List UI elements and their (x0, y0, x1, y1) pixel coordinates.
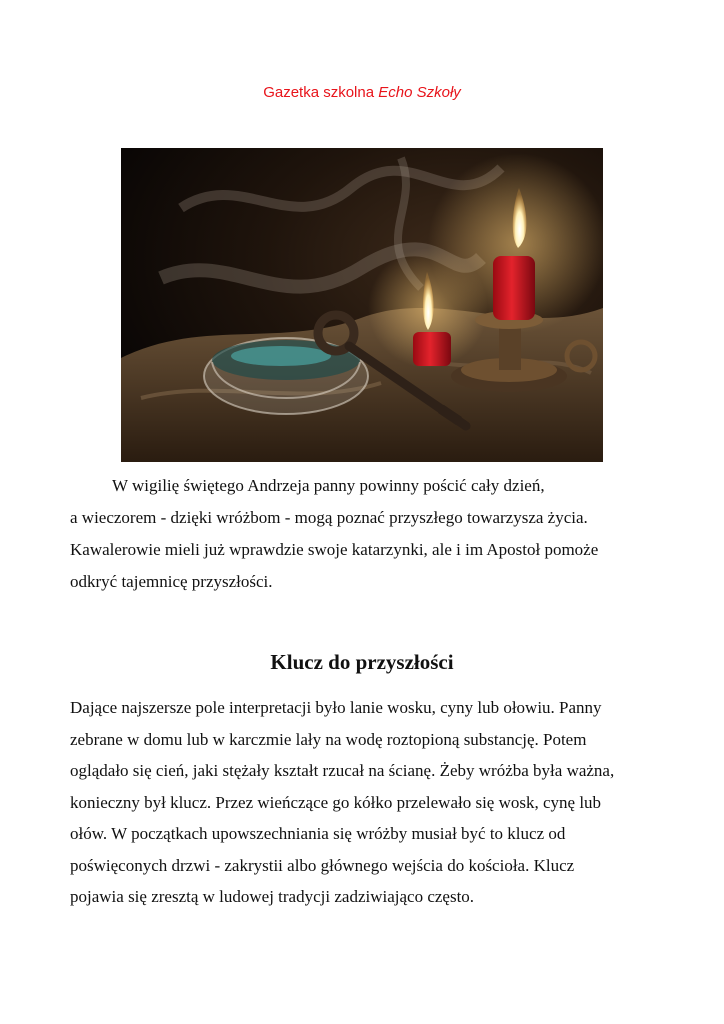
intro-line: a wieczorem - dzięki wróżbom - mogą poznać przyszłego towarzysza życia. (70, 508, 588, 527)
candles-key-photo (121, 148, 603, 462)
body-line: zebrane w domu lub w karczmie lały na wodę roztopioną substancję. Potem (70, 729, 587, 749)
section-heading: Klucz do przyszłości (270, 650, 454, 674)
body-line: pojawia się zresztą w ludowej tradycji zadziwiająco często. (70, 887, 475, 906)
intro-paragraph (70, 470, 670, 598)
body-line: Dające najszersze pole interpretacji było lanie wosku, cyny lub ołowiu. Panny (70, 698, 602, 717)
newsletter-title: Echo Szkoły (378, 84, 461, 101)
newsletter-header (0, 84, 724, 101)
body-line: ołów. W początkach upowszechniania się wróżby musiał być to klucz od (70, 824, 566, 843)
body-line: poświęconych drzwi - zakrystii albo głównego wejścia do kościoła. Klucz (70, 855, 575, 875)
body-line: oglądało się cień, jaki stężały kształt rzucał na ścianę. Żeby wróżba była ważna, (70, 761, 615, 780)
intro-line: W wigilię świętego Andrzeja panny powinny pościć cały dzień, (112, 476, 545, 495)
intro-line: odkryć tajemnicę przyszłości. (70, 572, 273, 591)
section-paragraph (70, 692, 670, 913)
header-prefix: Gazetka szkolna (263, 84, 379, 101)
intro-line: Kawalerowie mieli już wprawdzie swoje katarzynki, ale i im Apostoł pomoże (70, 540, 599, 559)
candles-key-photo-icon (121, 148, 603, 462)
body-line: konieczny był klucz. Przez wieńczące go kółko przelewało się wosk, cynę lub (70, 792, 602, 812)
